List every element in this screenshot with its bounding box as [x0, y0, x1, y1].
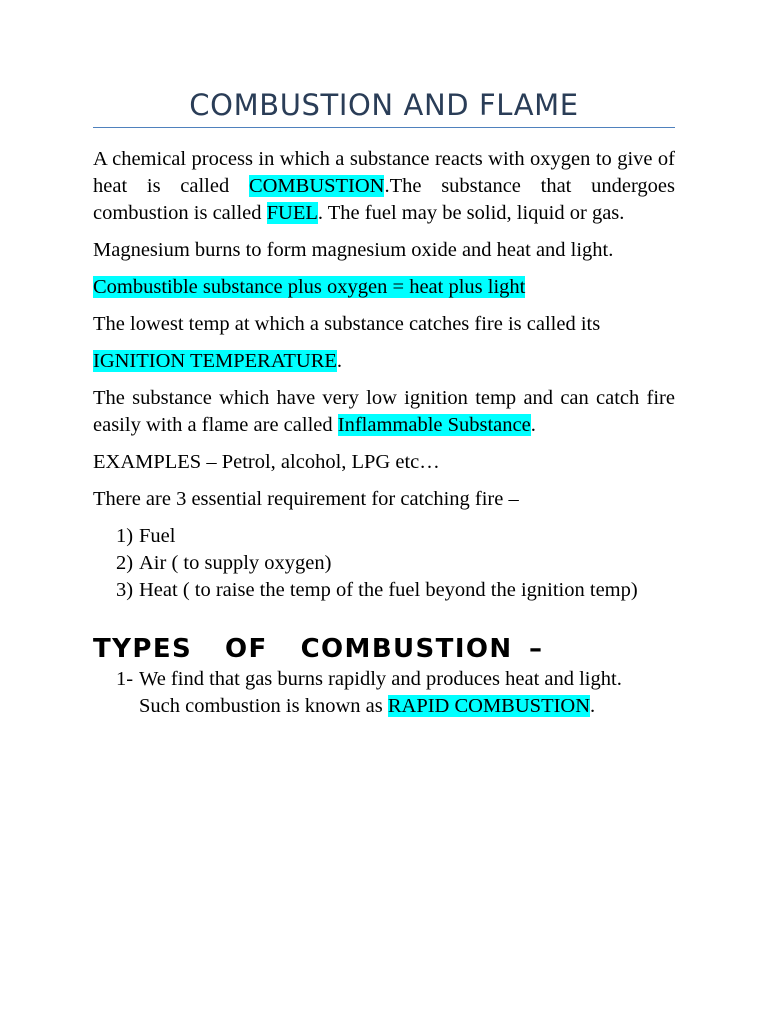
list-item	[93, 523, 675, 550]
paragraph-text: . The fuel may be solid, liquid or gas.	[317, 202, 625, 224]
types-list	[93, 666, 675, 720]
highlight-inflammable-substance: Inflammable Substance	[337, 414, 531, 436]
list-number: 1)	[116, 525, 134, 547]
paragraph-ignition-intro: The lowest temp at which a substance catches fire is called its	[93, 313, 601, 335]
list-number: 2)	[116, 552, 134, 574]
paragraph-examples: EXAMPLES – Petrol, alcohol, LPG etc…	[93, 451, 440, 473]
highlight-ignition-temperature: IGNITION TEMPERATURE	[93, 350, 337, 372]
list-item	[93, 577, 675, 604]
paragraph-text: .	[530, 414, 536, 436]
paragraph-requirements-intro: There are 3 essential requirement for catching fire –	[93, 488, 519, 510]
list-item	[93, 666, 675, 720]
section-heading-types: TYPES OF COMBUSTION –	[93, 634, 544, 664]
list-item	[93, 550, 675, 577]
paragraph-definition	[93, 146, 675, 227]
document-page	[93, 0, 675, 720]
list-number: 1-	[116, 668, 134, 690]
list-item-text: Heat ( to raise the temp of the fuel beyond the ignition temp)	[139, 579, 638, 601]
paragraph-inflammable	[93, 385, 675, 439]
highlight-rapid-combustion: RAPID COMBUSTION	[387, 695, 591, 717]
paragraph-text: A chemical process in which a substance reacts with oxygen to give of heat is called	[93, 148, 675, 197]
highlight-equation: Combustible substance plus oxygen = heat plus light	[93, 276, 526, 298]
paragraph-magnesium: Magnesium burns to form magnesium oxide and heat and light.	[93, 239, 614, 261]
paragraph-equation	[93, 274, 675, 301]
list-number: 3)	[116, 579, 134, 601]
highlight-fuel: FUEL	[266, 202, 318, 224]
paragraph-text: The substance which have very low ignition temp and can catch fire easily with a flame are called	[93, 387, 675, 436]
list-item-text: Air ( to supply oxygen)	[139, 552, 332, 574]
list-item-text: Fuel	[139, 525, 176, 547]
paragraph-ignition-term	[93, 348, 675, 375]
list-item-text: We find that gas burns rapidly and produces heat and light. Such combustion is known as	[139, 668, 622, 717]
page-title: COMBUSTION AND FLAME	[189, 88, 579, 122]
title-underline	[93, 127, 675, 128]
highlight-combustion: COMBUSTION	[248, 175, 385, 197]
requirements-list	[93, 523, 675, 604]
paragraph-text: .	[336, 350, 343, 372]
list-item-text: .	[590, 695, 596, 717]
paragraph-text: .The substance that undergoes combustion is called	[93, 175, 675, 224]
